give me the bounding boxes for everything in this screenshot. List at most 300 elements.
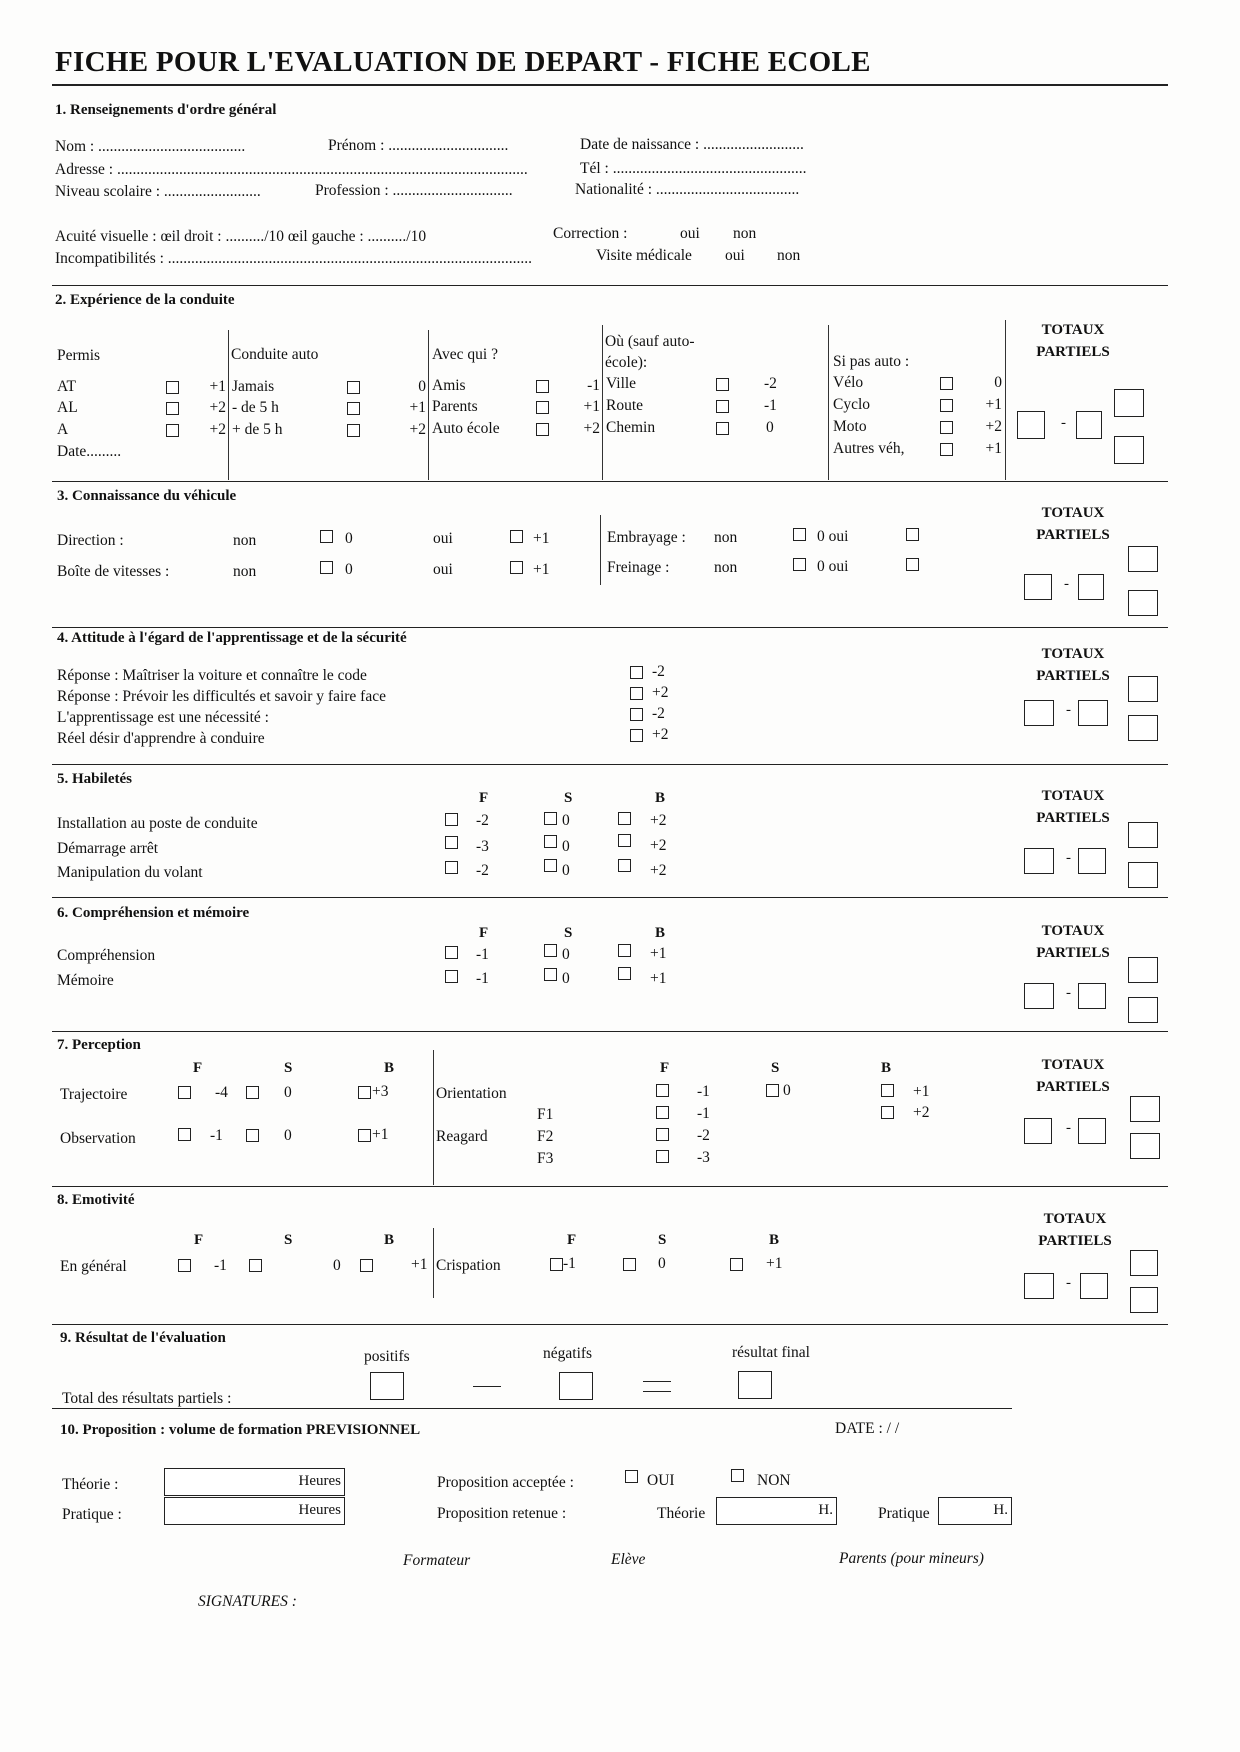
col-s: S (771, 1060, 780, 1076)
checkbox[interactable] (178, 1259, 191, 1272)
checkbox[interactable] (906, 558, 919, 571)
theorie-hours-field[interactable]: Heures (164, 1468, 345, 1496)
title-rule (52, 84, 1168, 86)
points: 0 oui (817, 528, 849, 545)
points: -2 (697, 1127, 710, 1144)
sub-label: F1 (537, 1106, 554, 1123)
partial-total-box[interactable] (1130, 1287, 1158, 1313)
checkbox[interactable] (360, 1259, 373, 1272)
total-label: Total des résultats partiels : (62, 1390, 232, 1407)
checkbox[interactable] (940, 399, 953, 412)
checkbox[interactable] (656, 1128, 669, 1141)
points: +2 (652, 726, 669, 743)
points: 0 (562, 946, 570, 963)
ou-heading-2: école): (605, 354, 648, 371)
partial-total-box[interactable] (1017, 411, 1045, 439)
section-divider (52, 481, 1168, 482)
habilete-item: Manipulation du volant (57, 864, 203, 881)
final-label: résultat final (732, 1344, 810, 1361)
retenue-label: Proposition retenue : (437, 1505, 567, 1522)
checkbox[interactable] (716, 400, 729, 413)
partial-total-box[interactable] (1128, 957, 1158, 983)
nationalite-field[interactable]: Nationalité : ..................................... (575, 181, 800, 198)
avec-item: Parents (432, 398, 478, 415)
birthdate-field[interactable]: Date de naissance : .......................... (580, 136, 804, 153)
checkbox[interactable] (166, 424, 179, 437)
non-label: non (233, 563, 257, 580)
partial-total-box[interactable] (1128, 862, 1158, 888)
positifs-box[interactable] (370, 1372, 404, 1400)
checkbox[interactable] (630, 729, 643, 742)
acceptee-label: Proposition acceptée : (437, 1474, 574, 1491)
visite-label: Visite médicale (596, 247, 692, 264)
attitude-item: Réponse : Prévoir les difficultés et savoir y faire face (57, 688, 386, 705)
checkbox[interactable] (940, 443, 953, 456)
col-f: F (567, 1232, 577, 1248)
theorie-label: Théorie : (62, 1476, 119, 1493)
checkbox[interactable] (716, 378, 729, 391)
minus-sign: - (1066, 985, 1071, 1001)
col-s: S (284, 1060, 293, 1076)
checkbox[interactable] (618, 859, 631, 872)
visite-non[interactable]: non (777, 247, 801, 264)
attitude-item: Réel désir d'apprendre à conduire (57, 730, 265, 747)
points: +1 (533, 561, 550, 578)
totaux-label: TOTAUX PARTIELS (1036, 923, 1110, 961)
non-label: non (714, 529, 738, 546)
checkbox[interactable] (445, 861, 458, 874)
points: 0 (562, 838, 570, 855)
perception-item: Observation (60, 1130, 136, 1147)
points: +1 (650, 970, 667, 987)
checkbox[interactable] (536, 380, 549, 393)
boite-label: Boîte de vitesses : (57, 563, 170, 580)
checkbox[interactable] (544, 968, 557, 981)
section-divider (52, 1324, 1168, 1325)
partial-total-box[interactable] (1024, 1273, 1054, 1299)
col-b: B (384, 1232, 395, 1248)
points: +1 (650, 945, 667, 962)
col-s: S (284, 1232, 293, 1248)
column-divider (428, 330, 429, 480)
partial-total-box[interactable] (1078, 700, 1108, 726)
points: +1 (372, 1126, 389, 1143)
partial-total-box[interactable] (1128, 715, 1158, 741)
correction-oui[interactable]: oui (680, 225, 700, 242)
checkbox[interactable] (940, 421, 953, 434)
partial-total-box[interactable] (1130, 1096, 1160, 1122)
checkbox[interactable] (246, 1086, 259, 1099)
conduite-item: + de 5 h (232, 421, 283, 438)
checkbox[interactable] (358, 1129, 371, 1142)
permis-date[interactable]: Date......... (57, 443, 122, 460)
points: 0 (333, 1257, 341, 1274)
section-divider (52, 764, 1168, 765)
partial-total-box[interactable] (1128, 546, 1158, 572)
checkbox[interactable] (730, 1258, 743, 1271)
col-b: B (655, 790, 666, 806)
checkbox[interactable] (716, 422, 729, 435)
acuite-field[interactable]: Acuité visuelle : œil droit : ........../10 œil gauche : ........../10 (55, 228, 427, 245)
checkbox[interactable] (881, 1084, 894, 1097)
date-field[interactable]: DATE : / / (835, 1420, 900, 1437)
section-divider (52, 1186, 1168, 1187)
attitude-item: L'apprentissage est une nécessité : (57, 709, 269, 726)
totaux-label: TOTAUX PARTIELS (1036, 322, 1110, 360)
col-b: B (769, 1232, 780, 1248)
points: -2 (652, 663, 665, 680)
col-f: F (193, 1060, 203, 1076)
partial-total-box[interactable] (1128, 997, 1158, 1023)
pratique-label: Pratique (878, 1505, 930, 1522)
checkbox[interactable] (536, 401, 549, 414)
col-s: S (564, 790, 573, 806)
non-label: NON (757, 1472, 791, 1489)
permis-al: AL (57, 399, 78, 416)
positifs-label: positifs (364, 1348, 410, 1365)
totaux-label: TOTAUX PARTIELS (1036, 646, 1110, 684)
checkbox[interactable] (347, 381, 360, 394)
profession-field[interactable]: Profession : ............................... (315, 182, 513, 199)
sipas-item: Cyclo (833, 396, 871, 413)
checkbox[interactable] (940, 377, 953, 390)
partial-total-box[interactable] (1024, 574, 1052, 600)
section-divider (52, 897, 1168, 898)
points: 0 (418, 378, 426, 395)
checkbox[interactable] (249, 1259, 262, 1272)
minus-sign: - (1064, 576, 1069, 592)
direction-label: Direction : (57, 532, 124, 549)
niveau-field[interactable]: Niveau scolaire : ......................... (55, 183, 261, 200)
negatifs-label: négatifs (543, 1345, 593, 1362)
orientation-label: Orientation (436, 1085, 507, 1102)
oui-label: oui (433, 561, 453, 578)
points: +1 (409, 399, 426, 416)
comprehension-item: Compréhension (57, 947, 156, 964)
partial-total-box[interactable] (1078, 848, 1106, 874)
points: -1 (587, 377, 600, 394)
perception-item: Trajectoire (60, 1086, 128, 1103)
points: +1 (533, 530, 550, 547)
sub-label: F2 (537, 1128, 554, 1145)
section-2-heading: 2. Expérience de la conduite (55, 292, 235, 308)
points: -1 (764, 397, 777, 414)
points: +2 (209, 421, 226, 438)
section-5-heading: 5. Habiletés (57, 771, 132, 787)
col-f: F (660, 1060, 670, 1076)
checkbox[interactable] (510, 530, 523, 543)
pratique-retenue-field[interactable]: H. (938, 1497, 1012, 1525)
minus-sign: - (1061, 415, 1066, 431)
checkbox[interactable] (544, 859, 557, 872)
points: 0 (284, 1084, 292, 1101)
partial-total-box[interactable] (1024, 848, 1054, 874)
section-divider (52, 1408, 1012, 1409)
permis-label: Permis (57, 347, 101, 364)
sipas-item: Autres véh, (833, 440, 905, 457)
column-divider (433, 1050, 434, 1185)
checkbox[interactable] (510, 561, 523, 574)
checkbox[interactable] (445, 970, 458, 983)
tel-field[interactable]: Tél : .................................................. (580, 160, 807, 177)
non-label: non (714, 559, 738, 576)
partial-total-box[interactable] (1128, 822, 1158, 848)
points: -1 (697, 1105, 710, 1122)
sipas-item: Moto (833, 418, 867, 435)
conduite-item: Jamais (232, 378, 275, 395)
partial-total-box[interactable] (1076, 411, 1102, 439)
avec-item: Amis (432, 377, 466, 394)
points: +1 (411, 1256, 428, 1273)
checkbox[interactable] (246, 1129, 259, 1142)
partial-total-box[interactable] (1078, 1118, 1106, 1144)
points: +2 (985, 418, 1002, 435)
checkbox[interactable] (906, 528, 919, 541)
correction-label: Correction : (553, 225, 628, 242)
minus-sign (473, 1386, 501, 1387)
reagard-label: Reagard (436, 1128, 488, 1145)
section-8-heading: 8. Emotivité (57, 1192, 135, 1208)
points: -3 (476, 838, 489, 855)
non-checkbox[interactable] (731, 1469, 744, 1482)
theorie-label: Théorie (657, 1505, 706, 1522)
equals-sign (643, 1381, 671, 1382)
points: +1 (985, 396, 1002, 413)
points: +2 (209, 399, 226, 416)
checkbox[interactable] (347, 424, 360, 437)
points: +3 (372, 1083, 389, 1100)
points: -2 (476, 812, 489, 829)
sipas-item: Vélo (833, 374, 864, 391)
points: 0 (766, 419, 774, 436)
attitude-item: Réponse : Maîtriser la voiture et connaître le code (57, 667, 367, 684)
totaux-label: TOTAUX PARTIELS (1038, 1211, 1112, 1249)
checkbox[interactable] (550, 1258, 563, 1271)
points: -4 (215, 1084, 228, 1101)
totaux-label: TOTAUX PARTIELS (1036, 1057, 1110, 1095)
checkbox[interactable] (618, 812, 631, 825)
points: +2 (650, 837, 667, 854)
partial-total-box[interactable] (1078, 983, 1106, 1009)
non-label: non (233, 532, 257, 549)
partial-total-box[interactable] (1128, 676, 1158, 702)
partial-total-box[interactable] (1130, 1250, 1158, 1276)
col-f: F (479, 925, 489, 941)
checkbox[interactable] (445, 836, 458, 849)
freinage-label: Freinage : (607, 559, 670, 576)
points: +2 (650, 812, 667, 829)
section-divider (52, 1031, 1168, 1032)
sipas-heading: Si pas auto : (833, 353, 910, 370)
checkbox[interactable] (320, 561, 333, 574)
checkbox[interactable] (320, 530, 333, 543)
oui-checkbox[interactable] (625, 1470, 638, 1483)
points: +2 (652, 684, 669, 701)
minus-sign: - (1066, 850, 1071, 866)
col-b: B (881, 1060, 892, 1076)
document-title: FICHE POUR L'EVALUATION DE DEPART - FICHE ECOLE (55, 46, 871, 78)
eleve-label: Elève (611, 1551, 646, 1568)
points: 0 (562, 862, 570, 879)
checkbox[interactable] (766, 1084, 779, 1097)
permis-a: A (57, 421, 69, 438)
points: -1 (563, 1255, 576, 1272)
checkbox[interactable] (618, 834, 631, 847)
avec-heading: Avec qui ? (432, 346, 498, 363)
sub-label: F3 (537, 1150, 554, 1167)
checkbox[interactable] (618, 944, 631, 957)
crispation-label: Crispation (436, 1257, 501, 1274)
section-9-heading: 9. Résultat de l'évaluation (60, 1330, 226, 1346)
adresse-field[interactable]: Adresse : .......................................................................................................... (55, 161, 528, 178)
partial-total-box[interactable] (1130, 1133, 1160, 1159)
points: +1 (583, 398, 600, 415)
points: +1 (985, 440, 1002, 457)
incompat-field[interactable]: Incompatibilités : .............................................................................................. (55, 250, 533, 267)
checkbox[interactable] (166, 402, 179, 415)
col-f: F (479, 790, 489, 806)
points: +2 (583, 420, 600, 437)
negatifs-box[interactable] (559, 1372, 593, 1400)
general-label: En général (60, 1258, 127, 1275)
pratique-label: Pratique : (62, 1506, 122, 1523)
parents-label: Parents (pour mineurs) (839, 1550, 984, 1567)
embrayage-label: Embrayage : (607, 529, 686, 546)
points: +1 (766, 1255, 783, 1272)
prenom-field[interactable]: Prénom : ............................... (328, 137, 509, 154)
formateur-label: Formateur (403, 1552, 471, 1569)
checkbox[interactable] (445, 813, 458, 826)
permis-at: AT (57, 378, 76, 395)
checkbox[interactable] (536, 423, 549, 436)
checkbox[interactable] (166, 381, 179, 394)
partial-total-box[interactable] (1080, 1273, 1108, 1299)
column-divider (1005, 320, 1006, 480)
points: 0 (994, 374, 1002, 391)
conduite-item: - de 5 h (232, 399, 279, 416)
partial-total-box[interactable] (1128, 590, 1158, 616)
points: 0 (562, 970, 570, 987)
points: +2 (409, 421, 426, 438)
ou-item: Chemin (606, 419, 656, 436)
correction-non[interactable]: non (733, 225, 757, 242)
checkbox[interactable] (793, 558, 806, 571)
col-s: S (658, 1232, 667, 1248)
checkbox[interactable] (881, 1106, 894, 1119)
points: 0 (783, 1082, 791, 1099)
ou-item: Ville (606, 375, 637, 392)
partial-total-box[interactable] (1024, 983, 1054, 1009)
checkbox[interactable] (544, 835, 557, 848)
points: -2 (764, 375, 777, 392)
minus-sign: - (1066, 1275, 1071, 1291)
checkbox[interactable] (445, 946, 458, 959)
checkbox[interactable] (178, 1086, 191, 1099)
checkbox[interactable] (618, 967, 631, 980)
points: 0 (562, 812, 570, 829)
column-divider (433, 1228, 434, 1298)
checkbox[interactable] (630, 687, 643, 700)
points: -2 (652, 705, 665, 722)
points: 0 (345, 530, 353, 547)
checkbox[interactable] (178, 1128, 191, 1141)
partial-total-box[interactable] (1078, 574, 1104, 600)
partial-total-box[interactable] (1114, 389, 1144, 417)
comprehension-item: Mémoire (57, 972, 114, 989)
points: -1 (476, 970, 489, 987)
section-4-heading: 4. Attitude à l'égard de l'apprentissage et de la sécurité (57, 630, 407, 646)
checkbox[interactable] (358, 1086, 371, 1099)
minus-sign: - (1066, 1120, 1071, 1136)
points: 0 (658, 1255, 666, 1272)
ou-item: Route (606, 397, 644, 414)
points: 0 (345, 561, 353, 578)
checkbox[interactable] (793, 528, 806, 541)
habilete-item: Démarrage arrêt (57, 840, 159, 857)
col-b: B (384, 1060, 395, 1076)
oui-label: OUI (647, 1472, 675, 1489)
equals-sign (643, 1391, 671, 1392)
checkbox[interactable] (630, 666, 643, 679)
points: -1 (214, 1257, 227, 1274)
avec-item: Auto école (432, 420, 500, 437)
theorie-retenue-field[interactable]: H. (716, 1497, 837, 1525)
column-divider (600, 515, 601, 585)
section-7-heading: 7. Perception (57, 1037, 141, 1053)
section-divider (52, 627, 1168, 628)
points: 0 oui (817, 558, 849, 575)
totaux-label: TOTAUX PARTIELS (1036, 788, 1110, 826)
partial-total-box[interactable] (1114, 436, 1144, 464)
column-divider (828, 325, 829, 480)
oui-label: oui (433, 530, 453, 547)
checkbox[interactable] (544, 944, 557, 957)
conduite-heading: Conduite auto (231, 346, 319, 363)
checkbox[interactable] (656, 1106, 669, 1119)
col-s: S (564, 925, 573, 941)
partial-total-box[interactable] (1024, 700, 1054, 726)
points: +1 (209, 378, 226, 395)
column-divider (228, 330, 229, 480)
ou-heading: Où (sauf auto- (605, 333, 695, 350)
column-divider (602, 325, 603, 480)
habilete-item: Installation au poste de conduite (57, 815, 258, 832)
nom-field[interactable]: Nom : ...................................... (55, 138, 246, 155)
checkbox[interactable] (656, 1084, 669, 1097)
points: +1 (913, 1083, 930, 1100)
checkbox[interactable] (656, 1150, 669, 1163)
visite-oui[interactable]: oui (725, 247, 745, 264)
points: +2 (913, 1104, 930, 1121)
points: -3 (697, 1149, 710, 1166)
partial-total-box[interactable] (1024, 1118, 1052, 1144)
col-f: F (194, 1232, 204, 1248)
checkbox[interactable] (544, 812, 557, 825)
checkbox[interactable] (623, 1258, 636, 1271)
points: -1 (476, 946, 489, 963)
points: +2 (650, 862, 667, 879)
final-box[interactable] (738, 1371, 772, 1399)
totaux-label: TOTAUX PARTIELS (1036, 505, 1110, 543)
section-6-heading: 6. Compréhension et mémoire (57, 905, 250, 921)
minus-sign: - (1066, 702, 1071, 718)
points: -1 (210, 1127, 223, 1144)
checkbox[interactable] (630, 708, 643, 721)
pratique-hours-field[interactable]: Heures (164, 1497, 345, 1525)
points: -1 (697, 1083, 710, 1100)
col-b: B (655, 925, 666, 941)
checkbox[interactable] (347, 402, 360, 415)
